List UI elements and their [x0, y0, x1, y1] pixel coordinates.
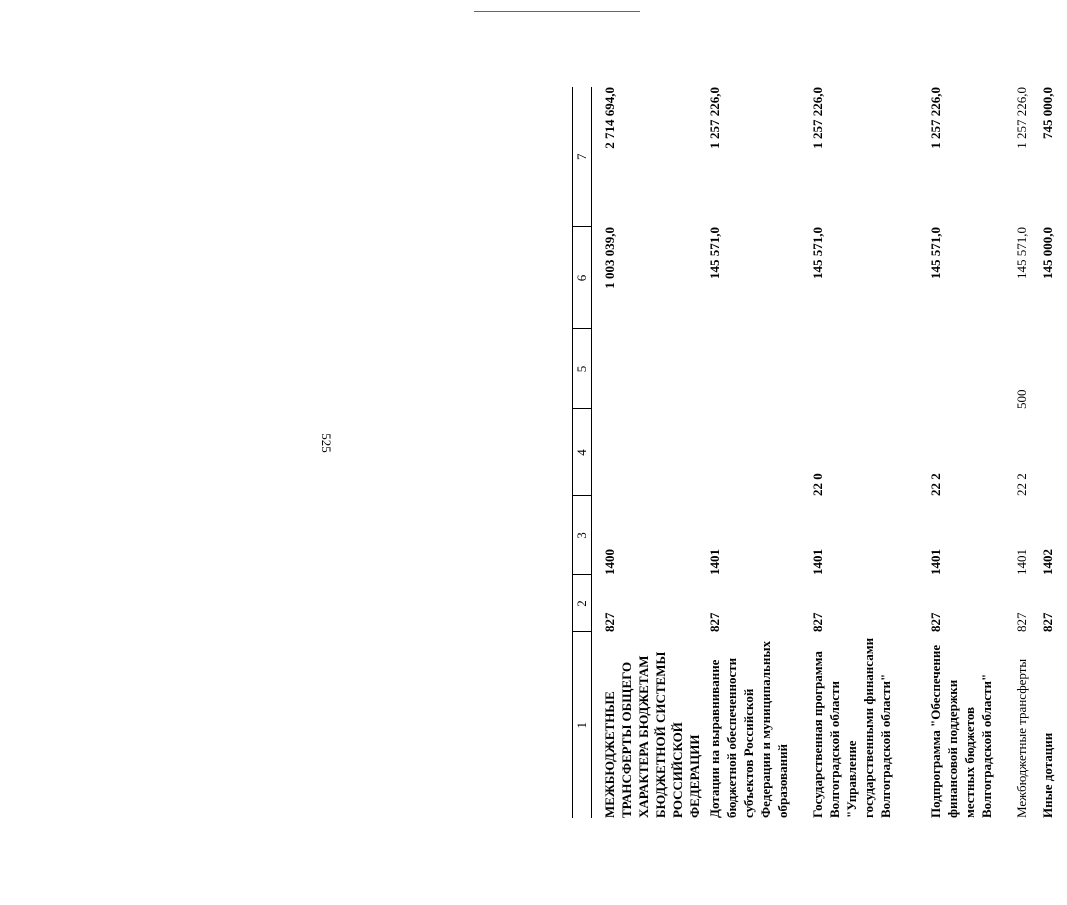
table-row: [592, 87, 707, 818]
cell-3: 1401: [928, 549, 943, 575]
cell-5: [1039, 329, 1067, 409]
header-cell: 4: [573, 409, 592, 496]
cell-7: 745 000,0: [1040, 87, 1055, 139]
cell-3: 1401: [810, 549, 825, 575]
header-cell: 5: [573, 329, 592, 409]
cell-4: 22 2: [1014, 473, 1029, 496]
cell-7: 1 257 226,0: [928, 87, 943, 149]
table-row: [706, 87, 809, 818]
header-cell: 6: [573, 227, 592, 329]
cell-5: [592, 329, 707, 409]
top-rule: [474, 11, 640, 12]
cell-2: 827: [707, 612, 722, 632]
cell-7: 1 257 226,0: [810, 87, 825, 149]
cell-6: 145 571,0: [928, 227, 943, 279]
header-cell: 3: [573, 496, 592, 575]
row-name: МЕЖБЮДЖЕТНЫЕ ТРАНСФЕРТЫ ОБЩЕГО ХАРАКТЕРА БЮДЖЕТАМ БЮДЖЕТНОЙ СИСТЕМЫ РОССИЙСКОЙ ФЕДЕРАЦИИ: [602, 651, 702, 818]
cell-2: 827: [1040, 612, 1055, 632]
page-number: 525: [319, 433, 334, 453]
row-name: Государственная программа Волгоградской области "Управление государственными финансами Волгоградской области": [810, 637, 893, 818]
cell-3: 1402: [1040, 549, 1055, 575]
cell-3: 1401: [1014, 549, 1029, 575]
table-row: [927, 87, 1013, 818]
cell-5: 500: [1014, 389, 1029, 409]
row-name: Подпрограмма "Обеспечение финансовой поддержки местных бюджетов Волгоградской области": [928, 644, 994, 818]
cell-3: 1401: [707, 549, 722, 575]
header-cell: 1: [573, 632, 592, 818]
table-row: [1039, 87, 1067, 818]
cell-4: [592, 409, 707, 496]
cell-2: 827: [928, 612, 943, 632]
cell-7: 1 257 226,0: [1014, 87, 1029, 149]
header-cell: 7: [573, 87, 592, 227]
row-name: Дотации на выравнивание бюджетной обеспеченности субъектов Российской Федерации и муниципальных образований: [707, 640, 790, 818]
cell-3: 1400: [602, 549, 617, 575]
cell-6: 145 571,0: [1014, 227, 1029, 279]
budget-table: [572, 87, 1067, 818]
cell-5: [809, 329, 927, 409]
cell-6: 145 000,0: [1040, 227, 1055, 279]
cell-4: [706, 409, 809, 496]
table-header-row: [573, 87, 592, 818]
row-name: Межбюджетные трансферты: [1014, 658, 1029, 818]
cell-2: 827: [602, 612, 617, 632]
cell-2: 827: [810, 612, 825, 632]
cell-5: [706, 329, 809, 409]
cell-7: 2 714 694,0: [602, 87, 617, 149]
cell-6: 1 003 039,0: [602, 227, 617, 289]
table-row: [1013, 87, 1039, 818]
cell-2: 827: [1014, 612, 1029, 632]
cell-7: 1 257 226,0: [707, 87, 722, 149]
row-name: Иные дотации: [1040, 732, 1055, 818]
cell-6: 145 571,0: [810, 227, 825, 279]
rotated-table-page: [572, 87, 1061, 818]
cell-5: [927, 329, 1013, 409]
header-cell: 2: [573, 575, 592, 632]
table-row: [809, 87, 927, 818]
cell-4: 22 0: [810, 473, 825, 496]
cell-4: 22 2: [928, 473, 943, 496]
cell-4: [1039, 409, 1067, 496]
cell-6: 145 571,0: [707, 227, 722, 279]
